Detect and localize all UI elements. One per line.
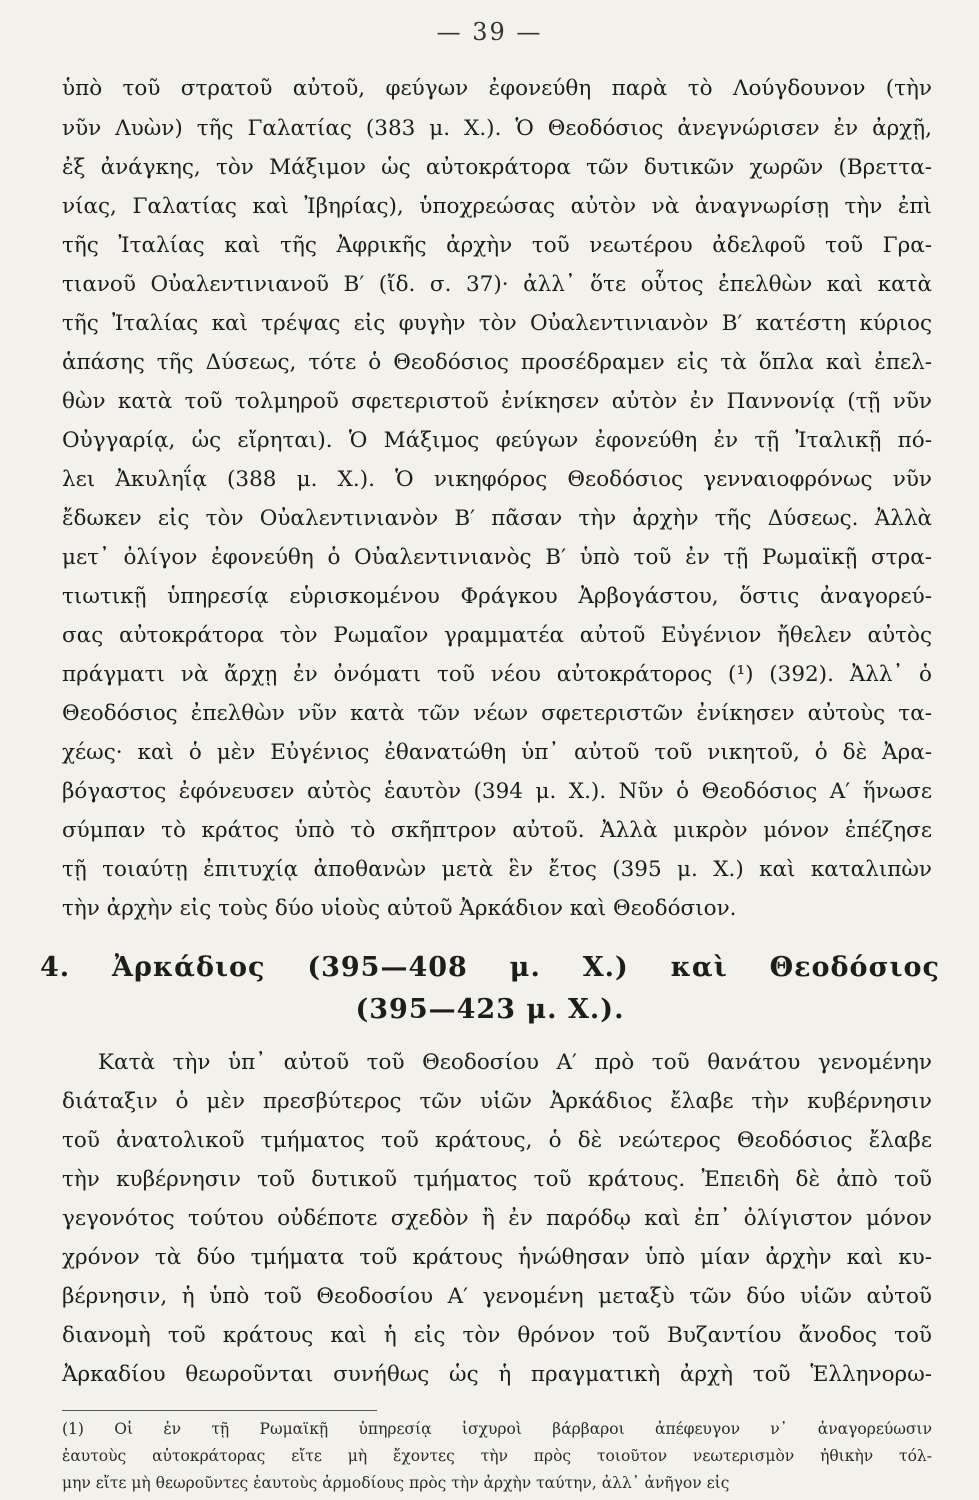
text-line: ὑπὸ τοῦ στρατοῦ αὐτοῦ, φεύγων ἐφονεύθη παρὰ τὸ Λούγδουνον (τὴν [62,76,932,101]
text-line: γεγονότος τούτου οὐδέποτε σχεδὸν ἢ ἐν παρόδῳ καὶ ἐπ᾽ ὀλίγιστον μόνον [62,1206,932,1231]
text-line: τὴν κυβέρνησιν τοῦ δυτικοῦ τμήματος τοῦ κράτους. Ἐπειδὴ δὲ ἀπὸ τοῦ [62,1167,932,1192]
text-line: βέρνησιν, ἡ ὑπὸ τοῦ Θεοδοσίου Α′ γενομένη μεταξὺ τῶν δύο υἱῶν αὐτοῦ [62,1284,932,1309]
text-line: σύμπαν τὸ κράτος ὑπὸ τὸ σκῆπτρον αὐτοῦ. Ἀλλὰ μικρὸν μόνον ἐπέζησε [62,818,932,843]
section-heading-line-1: 4. Ἀρκάδιος (395—408 μ. Χ.) καὶ Θεοδόσιος [40,952,940,983]
footnote-line: (1) Οἱ ἐν τῇ Ρωμαϊκῇ ὑπηρεσίᾳ ἰσχυροὶ βάρβαροι ἀπέφευγον ν᾽ ἀναγορεύωσιν [62,1420,932,1438]
text-line: ἁπάσης τῆς Δύσεως, τότε ὁ Θεοδόσιος προσέδραμεν εἰς τὰ ὅπλα καὶ ἐπελ- [62,350,932,375]
section-heading-line-2: (395—423 μ. Χ.). [355,994,625,1025]
text-line: λει Ἀκυληΐᾳ (388 μ. Χ.). Ὁ νικηφόρος Θεοδόσιος γενναιοφρόνως νῦν [62,467,932,492]
text-line: Ἀρκαδίου θεωροῦνται συνήθως ὡς ἡ πραγματικὴ ἀρχὴ τοῦ Ἑλληνορω- [62,1362,932,1387]
page-number: — 39 — [436,18,543,46]
text-line: ἔδωκεν εἰς τὸν Οὐαλεντινιανὸν Β′ πᾶσαν τὴν ἀρχὴν τῆς Δύσεως. Ἀλλὰ [62,506,932,531]
text-line: τῇ τοιαύτῃ ἐπιτυχίᾳ ἀποθανὼν μετὰ ἓν ἔτος (395 μ. Χ.) καὶ καταλιπὼν [62,857,932,882]
footnote-line: ἑαυτοὺς αὐτοκράτορας εἴτε μὴ ἔχοντες τὴν πρὸς τοιοῦτον νεωτερισμὸν ἠθικὴν τόλ- [62,1447,932,1465]
text-line: ἐξ ἀνάγκης, τὸν Μάξιμον ὡς αὐτοκράτορα τῶν δυτικῶν χωρῶν (Βρεττα- [62,155,932,180]
text-line: τῆς Ἰταλίας καὶ τρέψας εἰς φυγὴν τὸν Οὐαλεντινιανὸν Β′ κατέστη κύριος [62,311,932,336]
text-line: τὴν ἀρχὴν εἰς τοὺς δύο υἱοὺς αὐτοῦ Ἀρκάδιον καὶ Θεοδόσιον. [62,896,737,921]
text-line: τιωτικῇ ὑπηρεσίᾳ εὑρισκομένου Φράγκου Ἀρβογάστου, ὅστις ἀναγορεύ- [62,584,932,609]
text-line: νίας, Γαλατίας καὶ Ἰβηρίας), ὑποχρεώσας αὐτὸν νὰ ἀναγνωρίσῃ τὴν ἐπὶ [62,194,932,219]
text-line: νῦν Λυὼν) τῆς Γαλατίας (383 μ. Χ.). Ὁ Θεοδόσιος ἀνεγνώρισεν ἐν ἀρχῇ, [62,116,932,141]
footnote-line: μην εἴτε μὴ θεωροῦντες ἑαυτοὺς ἁρμοδίους πρὸς τὴν ἀρχὴν ταύτην, ἀλλ᾽ ἀνῆγον εἰς [62,1474,730,1492]
text-line: τιανοῦ Οὐαλεντινιανοῦ Β′ (ἴδ. σ. 37)· ἀλλ᾽ ὅτε οὗτος ἐπελθὼν καὶ κατὰ [62,272,932,297]
text-line: βόγαστος ἐφόνευσεν αὐτὸς ἑαυτὸν (394 μ. Χ.). Νῦν ὁ Θεοδόσιος Α′ ἥνωσε [62,779,932,804]
text-line: χέως· καὶ ὁ μὲν Εὐγένιος ἐθανατώθη ὑπ᾽ αὐτοῦ τοῦ νικητοῦ, ὁ δὲ Ἀρα- [62,740,932,765]
footnote-divider [62,1410,377,1411]
text-line: πράγματι νὰ ἄρχῃ ἐν ὀνόματι τοῦ νέου αὐτοκράτορος (¹) (392). Ἀλλ᾽ ὁ [62,662,932,687]
text-line: θὼν κατὰ τοῦ τολμηροῦ σφετεριστοῦ ἐνίκησεν αὐτὸν ἐν Παννονίᾳ (τῇ νῦν [62,389,932,414]
text-line: Οὐγγαρίᾳ, ὡς εἴρηται). Ὁ Μάξιμος φεύγων ἐφονεύθη ἐν τῇ Ἰταλικῇ πό- [62,428,932,453]
text-line: διάταξιν ὁ μὲν πρεσβύτερος τῶν υἱῶν Ἀρκάδιος ἔλαβε τὴν κυβέρνησιν [62,1089,932,1114]
text-line: χρόνον τὰ δύο τμήματα τοῦ κράτους ἡνώθησαν ὑπὸ μίαν ἀρχὴν καὶ κυ- [62,1245,932,1270]
text-line: Κατὰ τὴν ὑπ᾽ αὐτοῦ τοῦ Θεοδοσίου Α′ πρὸ τοῦ θανάτου γενομένην [98,1050,932,1075]
text-line: Θεοδόσιος ἐπελθὼν νῦν κατὰ τῶν νέων σφετεριστῶν ἐνίκησεν αὐτοὺς τα- [62,701,932,726]
text-line: διανομὴ τοῦ κράτους καὶ ἡ εἰς τὸν θρόνον τοῦ Βυζαντίου ἄνοδος τοῦ [62,1323,932,1348]
text-line: τοῦ ἀνατολικοῦ τμήματος τοῦ κράτους, ὁ δὲ νεώτερος Θεοδόσιος ἔλαβε [62,1128,932,1153]
text-line: τῆς Ἰταλίας καὶ τῆς Ἀφρικῆς ἀρχὴν τοῦ νεωτέρου ἀδελφοῦ τοῦ Γρα- [62,233,932,258]
text-line: σας αὐτοκράτορα τὸν Ρωμαῖον γραμματέα αὐτοῦ Εὐγένιον ἤθελεν αὐτὸς [62,623,932,648]
text-line: μετ᾽ ὀλίγον ἐφονεύθη ὁ Οὐαλεντινιανὸς Β′ ὑπὸ τοῦ ἐν τῇ Ρωμαϊκῇ στρα- [62,545,932,570]
